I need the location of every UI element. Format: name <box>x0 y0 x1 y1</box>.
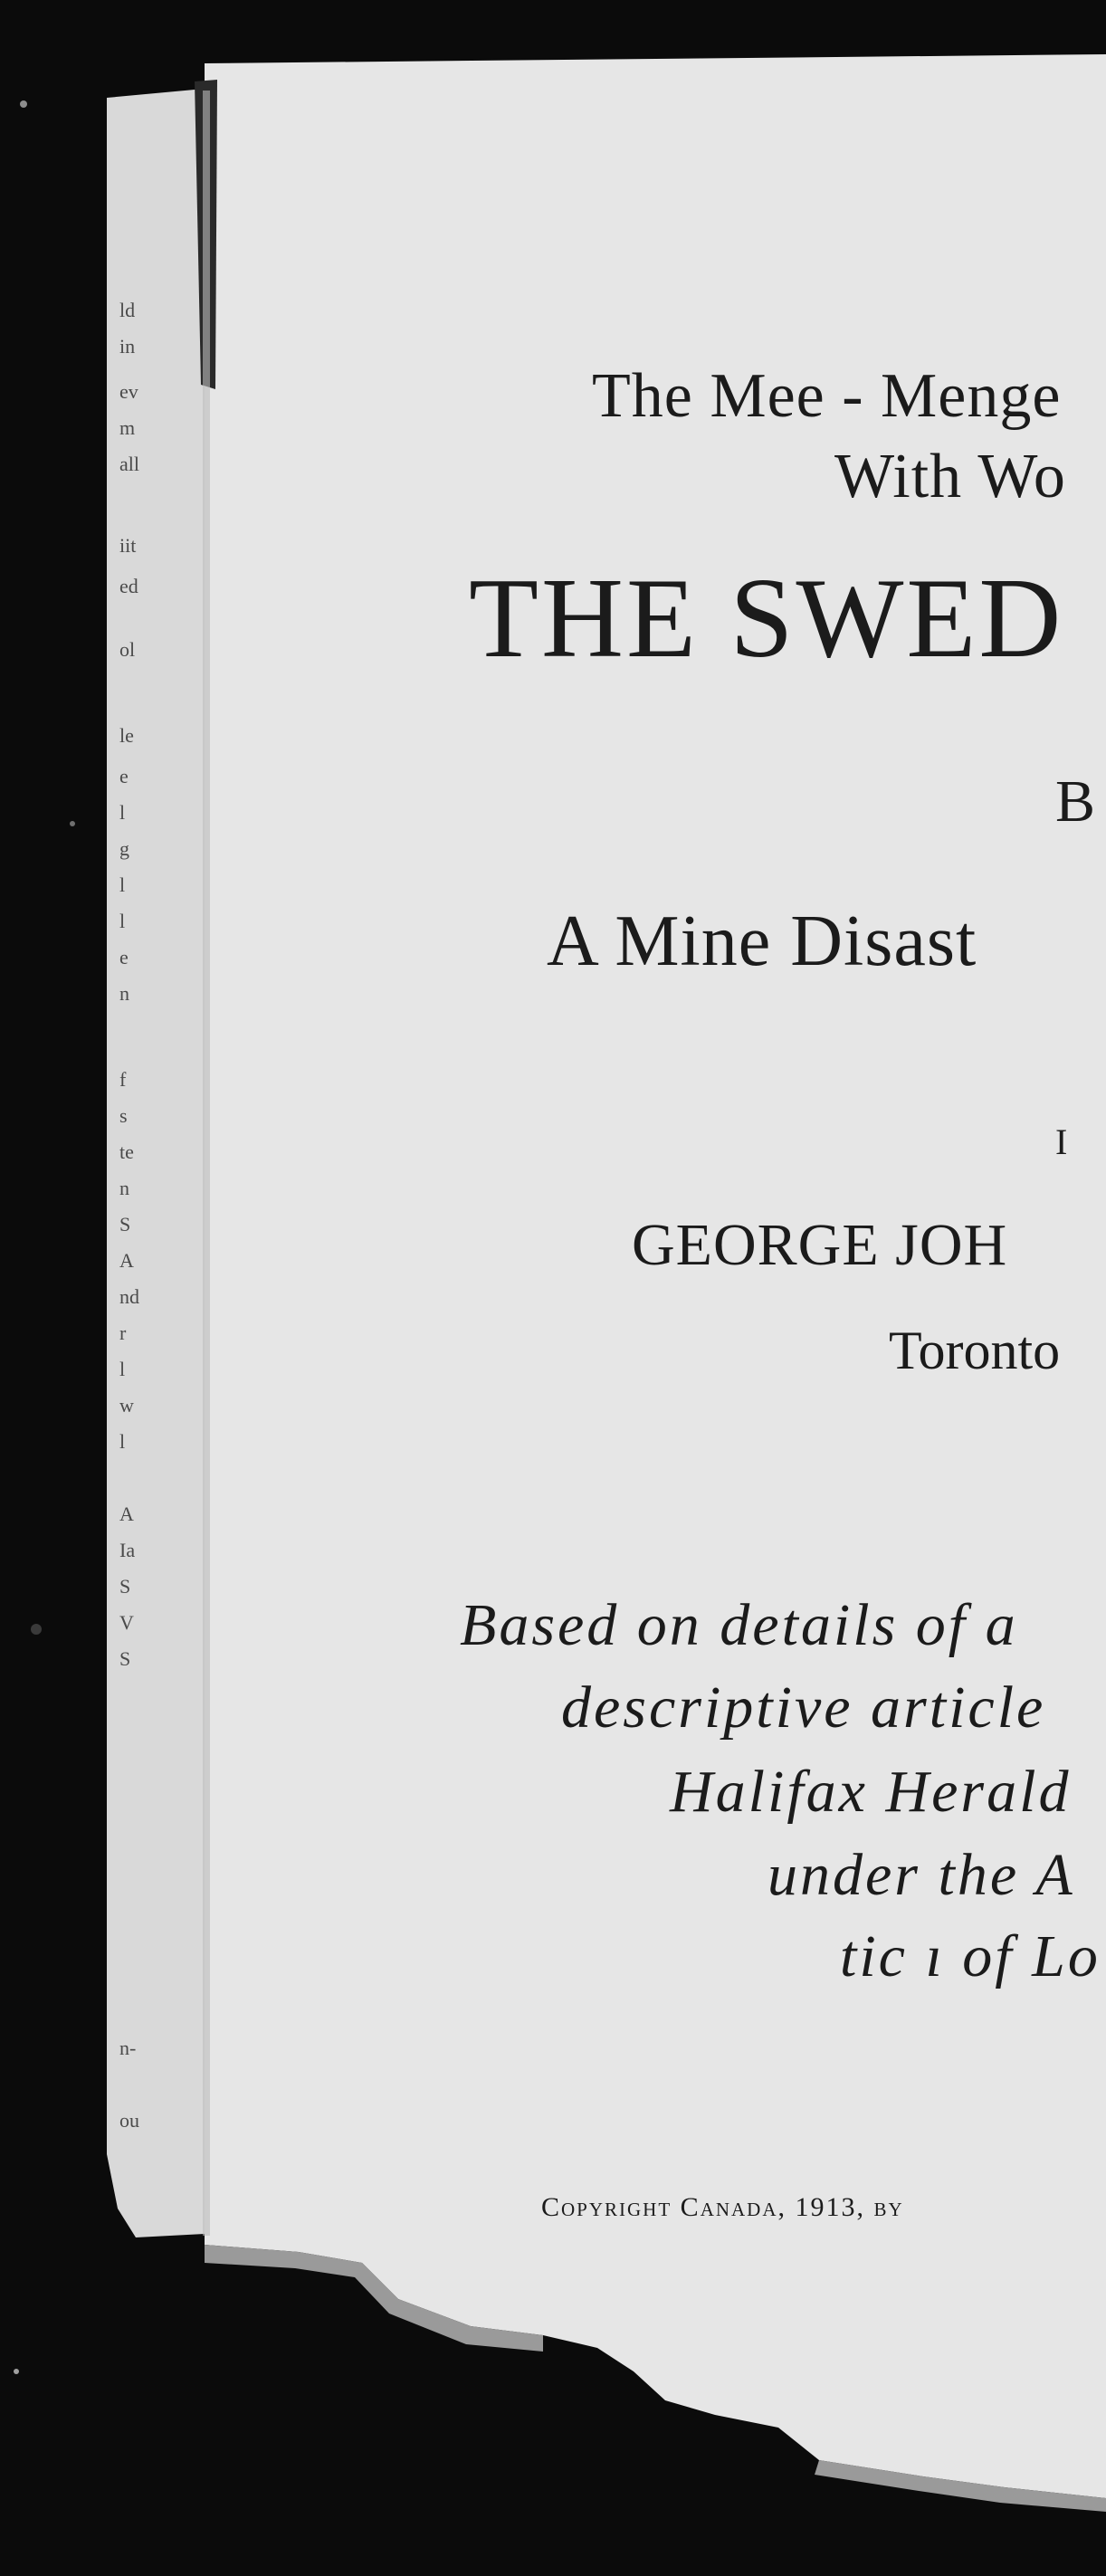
facing-page-fragment: nd <box>119 1285 139 1308</box>
facing-page-fragment: S <box>119 1647 131 1670</box>
author-name: GEORGE JOH <box>632 1212 1008 1278</box>
note-line-2: descriptive article <box>561 1674 1046 1741</box>
preposition-2: I <box>1055 1121 1068 1162</box>
facing-page-fragment: n <box>119 982 129 1005</box>
facing-page-fragment: iit <box>119 534 137 557</box>
main-title: THE SWED <box>469 556 1064 682</box>
facing-page-fragment: le <box>119 724 134 747</box>
series-line-2: With Wo <box>834 442 1066 511</box>
facing-page-fragment: l <box>119 1358 126 1380</box>
facing-page-fragment: m <box>119 416 136 439</box>
facing-page-fragment: S <box>119 1213 131 1236</box>
facing-page-fragment: l <box>119 910 126 932</box>
note-line-5: tic ı of Lo <box>840 1923 1101 1989</box>
series-line-1: The Mee - Menge <box>592 361 1062 431</box>
facing-page-fragment: ol <box>119 638 136 661</box>
copyright-line: Copyright Canada, 1913, by <box>541 2192 904 2222</box>
facing-page-fragment: s <box>119 1104 128 1127</box>
note-line-1: Based on details of a <box>460 1592 1018 1658</box>
facing-page-fragment: e <box>119 765 129 787</box>
facing-page-fragment: l <box>119 873 126 896</box>
facing-page-fragment: e <box>119 946 129 968</box>
facing-page-fragment: g <box>119 837 129 860</box>
preposition-1: B <box>1055 768 1096 835</box>
facing-page-fragment: A <box>119 1503 134 1525</box>
facing-page-fragment: V <box>119 1611 134 1634</box>
facing-page-fragment: ou <box>119 2109 139 2132</box>
facing-page-fragment: r <box>119 1321 127 1344</box>
note-line-4: under the A <box>768 1842 1075 1908</box>
facing-page-fragment: n <box>119 1177 129 1199</box>
facing-page-fragment: ed <box>119 575 138 597</box>
facing-page-fragment: A <box>119 1249 134 1272</box>
subtitle: A Mine Disast <box>547 902 977 981</box>
facing-page-fragment: ld <box>119 299 136 321</box>
note-line-3: Halifax Herald <box>670 1759 1072 1825</box>
facing-page-fragment: te <box>119 1140 134 1163</box>
facing-page-fragment: f <box>119 1068 127 1091</box>
facing-page-fragment: n- <box>119 2037 137 2059</box>
facing-page-fragment: Ia <box>119 1539 136 1561</box>
facing-page-fragment: l <box>119 801 126 824</box>
facing-page-fragment: w <box>119 1394 134 1417</box>
facing-page-fragment: S <box>119 1575 131 1598</box>
facing-page-fragment: l <box>119 1430 126 1453</box>
place-of-publication: Toronto <box>889 1321 1061 1380</box>
facing-page-fragment: in <box>119 335 136 358</box>
facing-page-fragment: ev <box>119 380 138 403</box>
facing-page-fragment: all <box>119 453 139 475</box>
